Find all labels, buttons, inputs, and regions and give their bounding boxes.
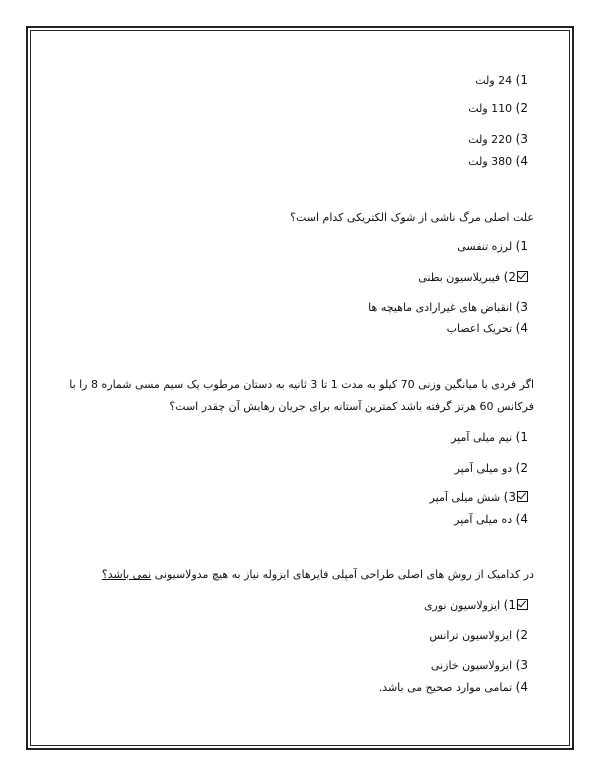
q3-question-line-2: فرکانس 60 هرتز گرفته باشد کمترین آستانه برای جریان رهایش آن چقدر است؟ (169, 400, 534, 413)
option-number: 2) (515, 461, 528, 475)
q3-option-4 (454, 512, 528, 527)
option-text: انقباض های غیرارادی ماهیچه ها (368, 301, 513, 314)
q1-option-1 (475, 73, 528, 88)
option-number: 2) (503, 270, 516, 284)
q3-option-3 (430, 490, 528, 505)
option-number: 3) (515, 658, 528, 672)
q4-question-emphasis: نمی باشد؟ (101, 568, 152, 581)
q2-option-4 (447, 321, 528, 336)
option-text: نیم میلی آمپر (451, 431, 513, 444)
option-number: 3) (515, 132, 528, 146)
option-text: ده میلی آمپر (454, 513, 513, 526)
checkmark-icon (517, 599, 528, 610)
option-number: 4) (515, 321, 528, 335)
option-number: 4) (515, 680, 528, 694)
option-number: 2) (515, 628, 528, 642)
option-text: 220 ولت (468, 133, 513, 146)
q4-question-main: در کدامیک از روش های اصلی طراحی آمپلی فایرهای ایزوله نیاز به هیچ مدولاسیونی (154, 568, 534, 581)
option-text: دو میلی آمپر (454, 462, 513, 475)
option-text: ایزولاسیون ترانس (429, 629, 513, 642)
option-text: 110 ولت (468, 102, 513, 115)
q1-option-3 (468, 132, 528, 147)
option-number: 3) (503, 490, 516, 504)
option-number: 3) (515, 300, 528, 314)
option-text: 24 ولت (475, 74, 513, 87)
option-number: 1) (503, 598, 516, 612)
q4-option-2 (429, 628, 528, 643)
q3-question-line-1: اگر فردی با میانگین وزنی 70 کیلو به مدت 1 تا 3 ثانیه به دستان مرطوب یک سیم مسی شماره 8 را با (69, 378, 534, 391)
option-text: تمامی موارد صحیح می باشد. (378, 681, 513, 694)
q3-option-2 (455, 461, 528, 476)
option-number: 1) (515, 73, 528, 87)
q1-option-4 (468, 154, 528, 169)
option-number: 1) (515, 430, 528, 444)
option-number: 2) (515, 101, 528, 115)
checkmark-icon (517, 491, 528, 502)
option-text: 380 ولت (468, 155, 513, 168)
option-number: 4) (515, 154, 528, 168)
q4-option-1 (424, 598, 528, 613)
q2-option-1 (457, 239, 528, 254)
checkmark-icon (517, 271, 528, 282)
option-number: 4) (515, 512, 528, 526)
option-text: لرزه تنفسی (457, 240, 513, 253)
option-text: ایزولاسیون خازنی (430, 659, 513, 672)
q2-question: علت اصلی مرگ ناشی از شوک الکتریکی کدام است؟ (290, 211, 534, 224)
option-text: تحریک اعصاب (446, 322, 513, 335)
q1-option-2 (468, 101, 528, 116)
q4-question (102, 568, 534, 582)
q4-option-4 (379, 680, 528, 695)
q3-option-1 (451, 430, 528, 445)
q4-option-3 (431, 658, 528, 673)
option-text: شش میلی آمپر (429, 491, 501, 504)
option-text: ایزولاسیون نوری (423, 599, 501, 612)
option-text: فیبریلاسیون بطنی (418, 271, 501, 284)
q2-option-3 (368, 300, 528, 315)
option-number: 1) (515, 239, 528, 253)
q2-option-2 (418, 270, 528, 285)
